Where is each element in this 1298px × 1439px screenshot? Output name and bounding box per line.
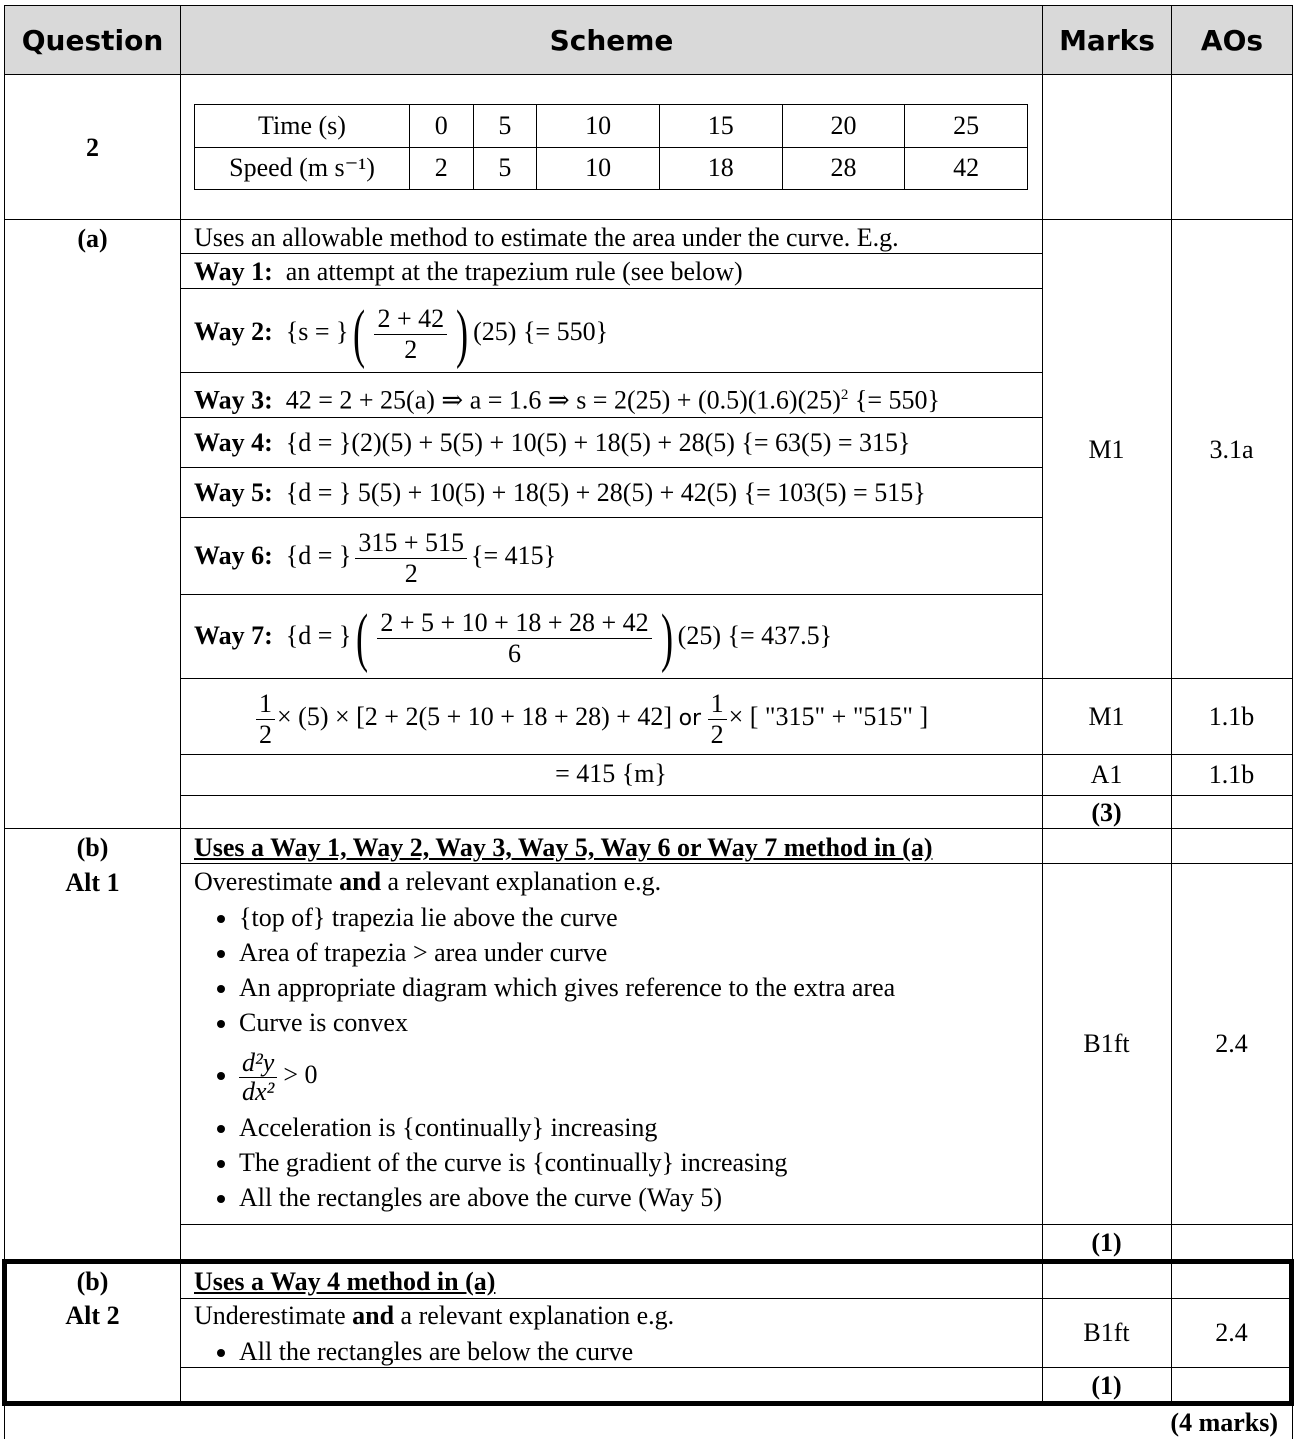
way3-label: Way 3: (194, 385, 273, 415)
trap-text2: × [ "315" + "515" ] (728, 702, 929, 731)
table-cell: 10 (537, 147, 660, 190)
ao-code: 2.4 (1215, 1029, 1248, 1058)
time-speed-table (194, 104, 1028, 190)
ao-code: 1.1b (1208, 702, 1255, 731)
list-item: • {top of} trapezia lie above the curve (239, 900, 895, 935)
ao-code: 2.4 (1215, 1318, 1248, 1347)
half-numerator: 1 (708, 689, 727, 720)
way2-fraction (374, 304, 447, 365)
table-cell: 10 (537, 105, 660, 148)
way2-post: (25) {= 550} (473, 317, 609, 346)
half-fraction (708, 689, 727, 750)
list-item: • Area of trapezia > area under curve (239, 935, 895, 970)
grid-line (180, 417, 1042, 418)
paren-icon: ) (456, 297, 469, 371)
ao-code: 1.1b (1208, 760, 1255, 789)
way2-label: Way 2: (194, 317, 273, 346)
mark-a1: A1 (1090, 760, 1123, 789)
alt2-label: Alt 2 (65, 1301, 120, 1330)
alt2-intro (194, 1301, 674, 1331)
way7-label: Way 7: (194, 621, 273, 650)
way5 (194, 478, 926, 508)
alt1-intro-pre: Overestimate (194, 867, 333, 896)
way7-denominator: 6 (508, 638, 521, 668)
part-b-label: (b) (76, 833, 109, 862)
grid-line (180, 754, 1293, 755)
part-a-answer: = 415 {m} (555, 759, 667, 788)
header-question: Question (21, 24, 164, 57)
alt1-intro-and: and (339, 867, 382, 896)
way6-numerator: 315 + 515 (355, 528, 467, 559)
derivative-fraction (239, 1049, 277, 1106)
header-marks: Marks (1059, 24, 1155, 57)
way5-label: Way 5: (194, 478, 273, 507)
list-item: • The gradient of the curve is {continually} increasing (239, 1145, 895, 1180)
trap-or: or (678, 706, 702, 731)
table-cell: 25 (905, 105, 1028, 148)
grid-line (4, 74, 1293, 75)
way2-numerator: 2 + 42 (374, 304, 447, 335)
grid-line (180, 288, 1042, 289)
table-row (195, 147, 1028, 190)
grid-line (180, 1224, 1293, 1225)
table-cell: 5 (473, 147, 537, 190)
part-a-label: (a) (77, 224, 108, 253)
derivative-numerator: • d²y (242, 1047, 275, 1077)
grid-line (180, 795, 1293, 796)
way5-text: {d = } 5(5) + 10(5) + 18(5) + 28(5) + 42(5) {= 103(5) = 515} (285, 478, 926, 507)
ao-code: 3.1a (1209, 435, 1254, 464)
part-b-label: (b) (76, 1267, 109, 1296)
trapezium-rule (256, 683, 928, 751)
grid-line (4, 828, 1293, 829)
grid-line (4, 5, 1293, 6)
way6-pre: {d = } (285, 541, 352, 570)
header-aos: AOs (1200, 24, 1264, 57)
list-item: • Curve is convex (239, 1005, 895, 1040)
alt2-total: (1) (1091, 1371, 1122, 1400)
total-marks: (4 marks) (1170, 1408, 1278, 1437)
alt2-intro-post: a relevant explanation e.g. (400, 1301, 675, 1330)
mark-b1ft: B1ft (1083, 1029, 1130, 1058)
grid-line (180, 253, 1042, 254)
way7 (194, 598, 832, 674)
table-header-time: Time (s) (195, 105, 410, 148)
table-row (195, 105, 1028, 148)
list-item (239, 1040, 895, 1110)
way3 (194, 380, 940, 416)
half-numerator: 1 (256, 689, 275, 720)
alt2-intro-pre: Underestimate (194, 1301, 346, 1330)
way6 (194, 521, 556, 591)
table-cell: 18 (659, 147, 782, 190)
grid-line (180, 467, 1042, 468)
way6-denominator: 2 (404, 558, 418, 588)
header-scheme: Scheme (549, 24, 674, 57)
alt1-label: Alt 1 (65, 868, 120, 897)
part-a-intro: Uses an allowable method to estimate the area under the curve. E.g. (194, 223, 899, 252)
grid-line (4, 219, 1293, 220)
way7-numerator: 2 + 5 + 10 + 18 + 28 + 42 (377, 608, 651, 639)
alt1-heading: Uses a Way 1, Way 2, Way 3, Way 5, Way 6 or Way 7 method in (a) (194, 833, 933, 862)
way2 (194, 294, 608, 370)
way6-post: {= 415} (471, 541, 557, 570)
way7-post: (25) {= 437.5} (677, 621, 833, 650)
way3-sup: 2 (840, 387, 849, 403)
grid-line (180, 5, 181, 1405)
way4-label: Way 4: (194, 428, 273, 457)
way1-label: Way 1: (194, 257, 273, 286)
grid-line (180, 594, 1042, 595)
table-cell: 5 (473, 105, 537, 148)
grid-line (180, 863, 1293, 864)
alt1-bullets (194, 900, 895, 1215)
grid-line (180, 372, 1042, 373)
mark-m1: M1 (1088, 435, 1125, 464)
table-cell: 20 (782, 105, 905, 148)
table-cell: 28 (782, 147, 905, 190)
table-cell: 15 (659, 105, 782, 148)
way2-pre: {s = } (285, 317, 349, 346)
table-cell: 42 (905, 147, 1028, 190)
way3-text: 42 = 2 + 25(a) ⇒ a = 1.6 ⇒ s = 2(25) + (0.5)(1.6)(25) (285, 385, 841, 415)
half-denominator: 2 (710, 719, 724, 749)
table-cell: 0 (410, 105, 474, 148)
alt2-intro-and: and (352, 1301, 395, 1330)
way6-fraction (355, 528, 467, 589)
derivative-denominator: dx² (239, 1077, 277, 1106)
way1 (194, 257, 743, 287)
way4 (194, 428, 911, 458)
alt1-total: (1) (1091, 1228, 1122, 1257)
mark-m1: M1 (1088, 702, 1125, 731)
alt1-intro (194, 867, 661, 897)
way7-pre: {d = } (285, 621, 352, 650)
way3-post: {= 550} (848, 385, 941, 415)
way1-text: an attempt at the trapezium rule (see below) (285, 257, 743, 286)
table-cell: 2 (410, 147, 474, 190)
list-item: • All the rectangles are below the curve (239, 1334, 633, 1369)
alt1-intro-post: a relevant explanation e.g. (387, 867, 662, 896)
trap-text: × (5) × [2 + 2(5 + 10 + 18 + 28) + 42] (277, 702, 673, 731)
paren-icon: ( (356, 601, 369, 675)
half-denominator: 2 (259, 719, 272, 749)
question-number: 2 (86, 133, 99, 162)
derivative-post: > 0 (283, 1060, 318, 1089)
table-header-speed (195, 147, 410, 190)
grid-line (180, 678, 1293, 679)
list-item: • All the rectangles are above the curve (Way 5) (239, 1180, 895, 1215)
way6-label: Way 6: (194, 541, 273, 570)
list-item: • Acceleration is {continually} increasing (239, 1110, 895, 1145)
grid-line (4, 5, 5, 1439)
alt2-bullets (194, 1334, 633, 1369)
way2-denominator: 2 (404, 334, 418, 364)
way4-text: {d = }(2)(5) + 5(5) + 10(5) + 18(5) + 28(5) {= 63(5) = 315} (285, 428, 911, 457)
part-a-total: (3) (1091, 798, 1122, 827)
half-fraction (256, 689, 275, 750)
paren-icon: ) (660, 601, 673, 675)
mark-b1ft: B1ft (1083, 1318, 1130, 1347)
grid-line (180, 517, 1042, 518)
way7-fraction (377, 608, 651, 669)
speed-label: Speed (229, 153, 293, 183)
speed-unit: (m s⁻¹) (299, 153, 375, 183)
alt2-heading: Uses a Way 4 method in (a) (194, 1267, 496, 1296)
paren-icon: ( (353, 297, 366, 371)
list-item: • An appropriate diagram which gives reference to the extra area (239, 970, 895, 1005)
